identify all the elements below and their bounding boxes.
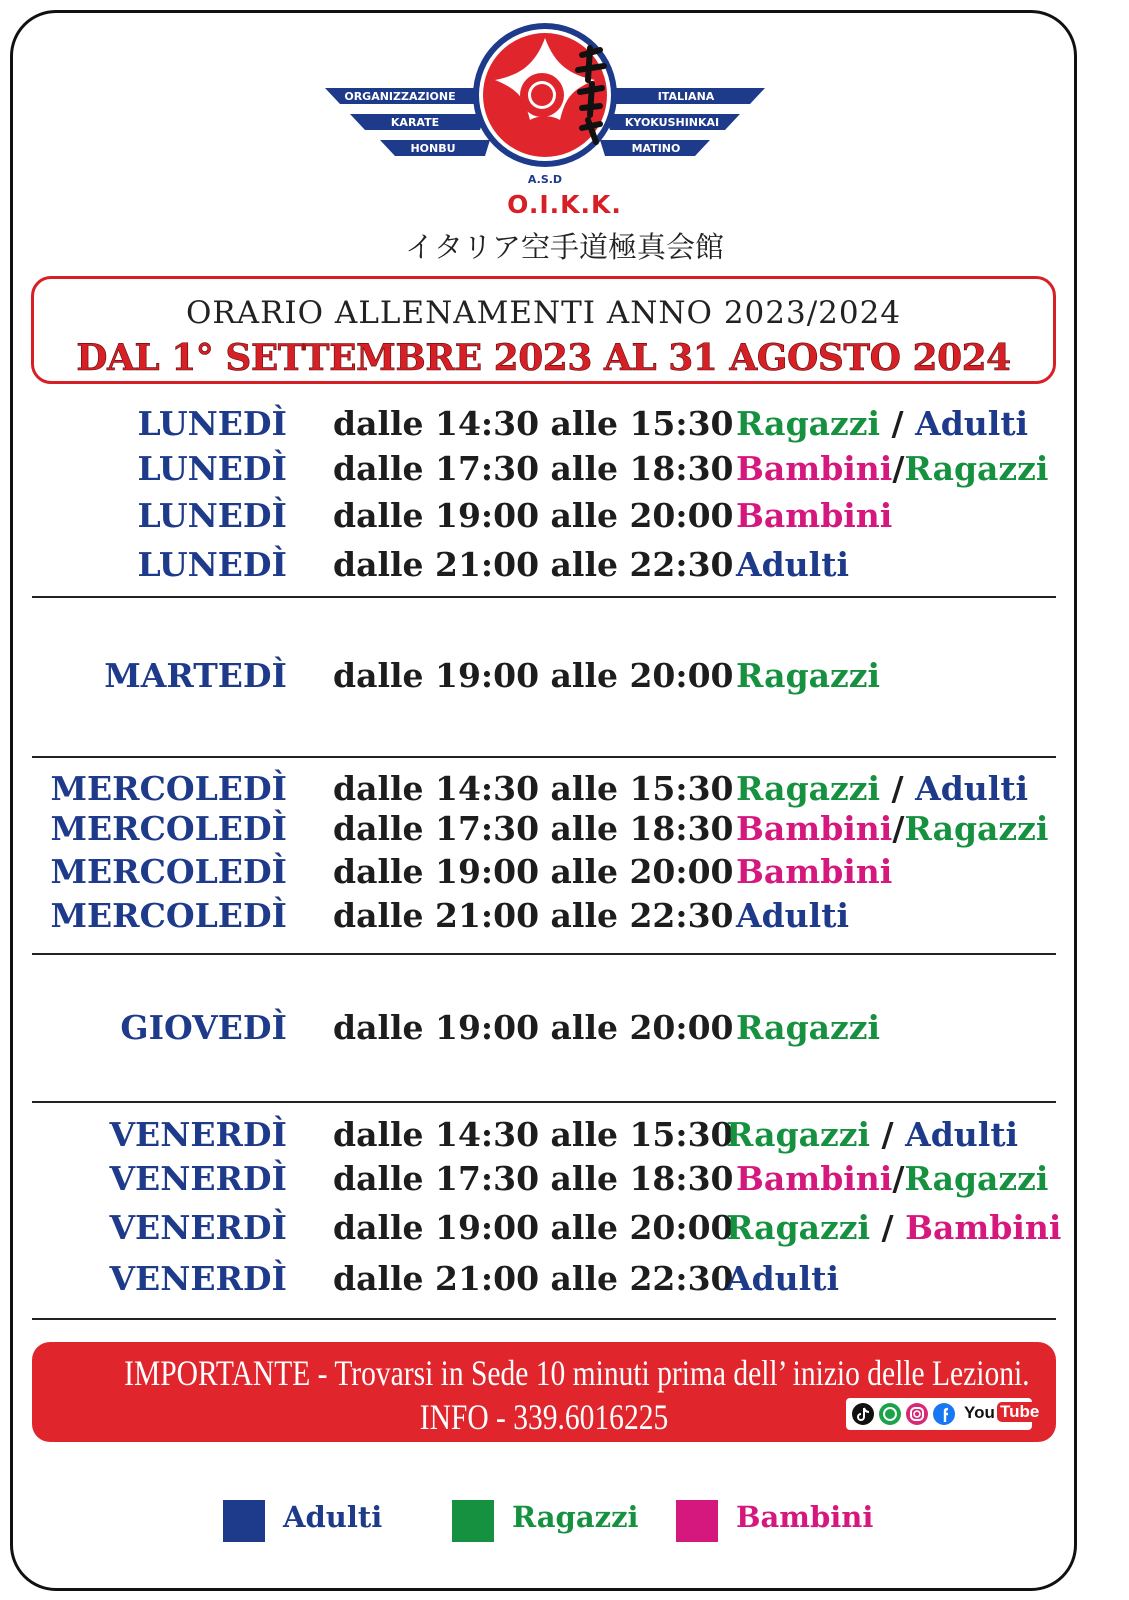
divider	[32, 1318, 1056, 1320]
logo-name: O.I.K.K.	[507, 190, 622, 219]
group-labels: Bambini/Ragazzi	[736, 1159, 1049, 1198]
time-range: dalle 21:00 alle 22:30	[333, 896, 734, 935]
day-label: MERCOLEDÌ	[50, 809, 287, 848]
schedule-row	[0, 404, 1129, 448]
day-label: VENERDÌ	[109, 1115, 287, 1154]
social-icons	[846, 1398, 1040, 1430]
day-label: GIOVEDÌ	[120, 1008, 287, 1047]
group-labels: Ragazzi / Bambini	[726, 1208, 1062, 1247]
schedule-header-box	[31, 276, 1056, 384]
schedule-row	[0, 852, 1129, 896]
day-label: MARTEDÌ	[104, 656, 287, 695]
schedule-row	[0, 449, 1129, 493]
logo-text-matino: MATINO	[631, 142, 681, 155]
day-label: VENERDÌ	[109, 1159, 287, 1198]
group-label: Bambini	[736, 496, 893, 535]
group-label: Adulti	[726, 1259, 839, 1298]
legend-label-bambini: Bambini	[736, 1500, 874, 1534]
schedule-row	[0, 1115, 1129, 1159]
group-labels: Bambini/Ragazzi	[736, 809, 1049, 848]
schedule-row	[0, 1008, 1129, 1052]
logo-text-kyokushinkai: KYOKUSHINKAI	[624, 116, 720, 129]
time-range: dalle 14:30 alle 15:30	[333, 769, 734, 808]
group-label: Adulti	[736, 545, 849, 584]
logo-text-karate: KARATE	[390, 116, 440, 129]
schedule-title: ORARIO ALLENAMENTI ANNO 2023/2024	[185, 295, 902, 331]
schedule-period: DAL 1° SETTEMBRE 2023 AL 31 AGOSTO 2024	[76, 337, 1011, 379]
time-range: dalle 21:00 alle 22:30	[333, 1259, 734, 1298]
day-label: VENERDÌ	[109, 1208, 287, 1247]
day-label: MERCOLEDÌ	[50, 852, 287, 891]
schedule-row	[0, 769, 1129, 813]
divider	[32, 1101, 1056, 1103]
schedule-row	[0, 896, 1129, 940]
group-label: Adulti	[736, 896, 849, 935]
youtube-icon-tube[interactable]: Tube	[997, 1402, 1042, 1422]
schedule-row	[0, 1159, 1129, 1203]
important-notice: IMPORTANTE - Trovarsi in Sede 10 minuti prima dell’ inizio delle Lezioni.	[124, 1353, 1030, 1393]
time-range: dalle 19:00 alle 20:00	[333, 496, 734, 535]
time-range: dalle 19:00 alle 20:00	[333, 656, 734, 695]
facebook-icon[interactable]	[933, 1403, 955, 1425]
time-range: dalle 19:00 alle 20:00	[333, 852, 734, 891]
day-label: MERCOLEDÌ	[50, 896, 287, 935]
group-label: Ragazzi	[736, 1008, 881, 1047]
youtube-icon-you[interactable]: You	[964, 1403, 995, 1422]
group-labels: Ragazzi / Adulti	[726, 1115, 1019, 1154]
group-labels: Bambini/Ragazzi	[736, 449, 1049, 488]
legend-swatch-bambini	[676, 1500, 718, 1542]
time-range: dalle 21:00 alle 22:30	[333, 545, 734, 584]
group-labels: Ragazzi / Adulti	[736, 769, 1029, 808]
logo-japanese-text: イタリア空手道極真会館	[404, 230, 724, 264]
important-banner	[32, 1342, 1056, 1442]
day-label: VENERDÌ	[109, 1259, 287, 1298]
logo-text-italiana: ITALIANA	[657, 90, 715, 103]
day-label: LUNEDÌ	[137, 404, 287, 443]
logo-text-organizzazione: ORGANIZZAZIONE	[344, 90, 456, 103]
group-label: Ragazzi	[736, 656, 881, 695]
time-range: dalle 19:00 alle 20:00	[333, 1208, 734, 1247]
time-range: dalle 19:00 alle 20:00	[333, 1008, 734, 1047]
day-label: MERCOLEDÌ	[50, 769, 287, 808]
legend-swatch-adulti	[223, 1500, 265, 1542]
time-range: dalle 17:30 alle 18:30	[333, 809, 734, 848]
legend-label-adulti: Adulti	[283, 1500, 383, 1534]
whatsapp-icon[interactable]	[879, 1403, 901, 1425]
time-range: dalle 17:30 alle 18:30	[333, 449, 734, 488]
legend-swatch-ragazzi	[452, 1500, 494, 1542]
info-phone: INFO - 339.6016225	[419, 1397, 669, 1437]
schedule-row	[0, 496, 1129, 540]
schedule-row	[0, 1208, 1129, 1252]
day-label: LUNEDÌ	[137, 496, 287, 535]
legend-label-ragazzi: Ragazzi	[512, 1500, 639, 1534]
time-range: dalle 14:30 alle 15:30	[333, 404, 734, 443]
divider	[32, 953, 1056, 955]
instagram-icon[interactable]	[906, 1403, 928, 1425]
time-range: dalle 14:30 alle 15:30	[333, 1115, 734, 1154]
day-label: LUNEDÌ	[137, 449, 287, 488]
group-labels: Ragazzi / Adulti	[736, 404, 1029, 443]
group-label: Bambini	[736, 852, 893, 891]
tiktok-icon[interactable]	[852, 1403, 874, 1425]
time-range: dalle 17:30 alle 18:30	[333, 1159, 734, 1198]
divider	[32, 756, 1056, 758]
divider	[32, 596, 1056, 598]
logo-text-honbu: HONBU	[410, 142, 456, 155]
schedule-row	[0, 656, 1129, 700]
day-label: LUNEDÌ	[137, 545, 287, 584]
schedule-row	[0, 545, 1129, 589]
schedule-row	[0, 1259, 1129, 1303]
schedule-row	[0, 809, 1129, 853]
logo-text-asd: A.S.D	[527, 173, 563, 186]
